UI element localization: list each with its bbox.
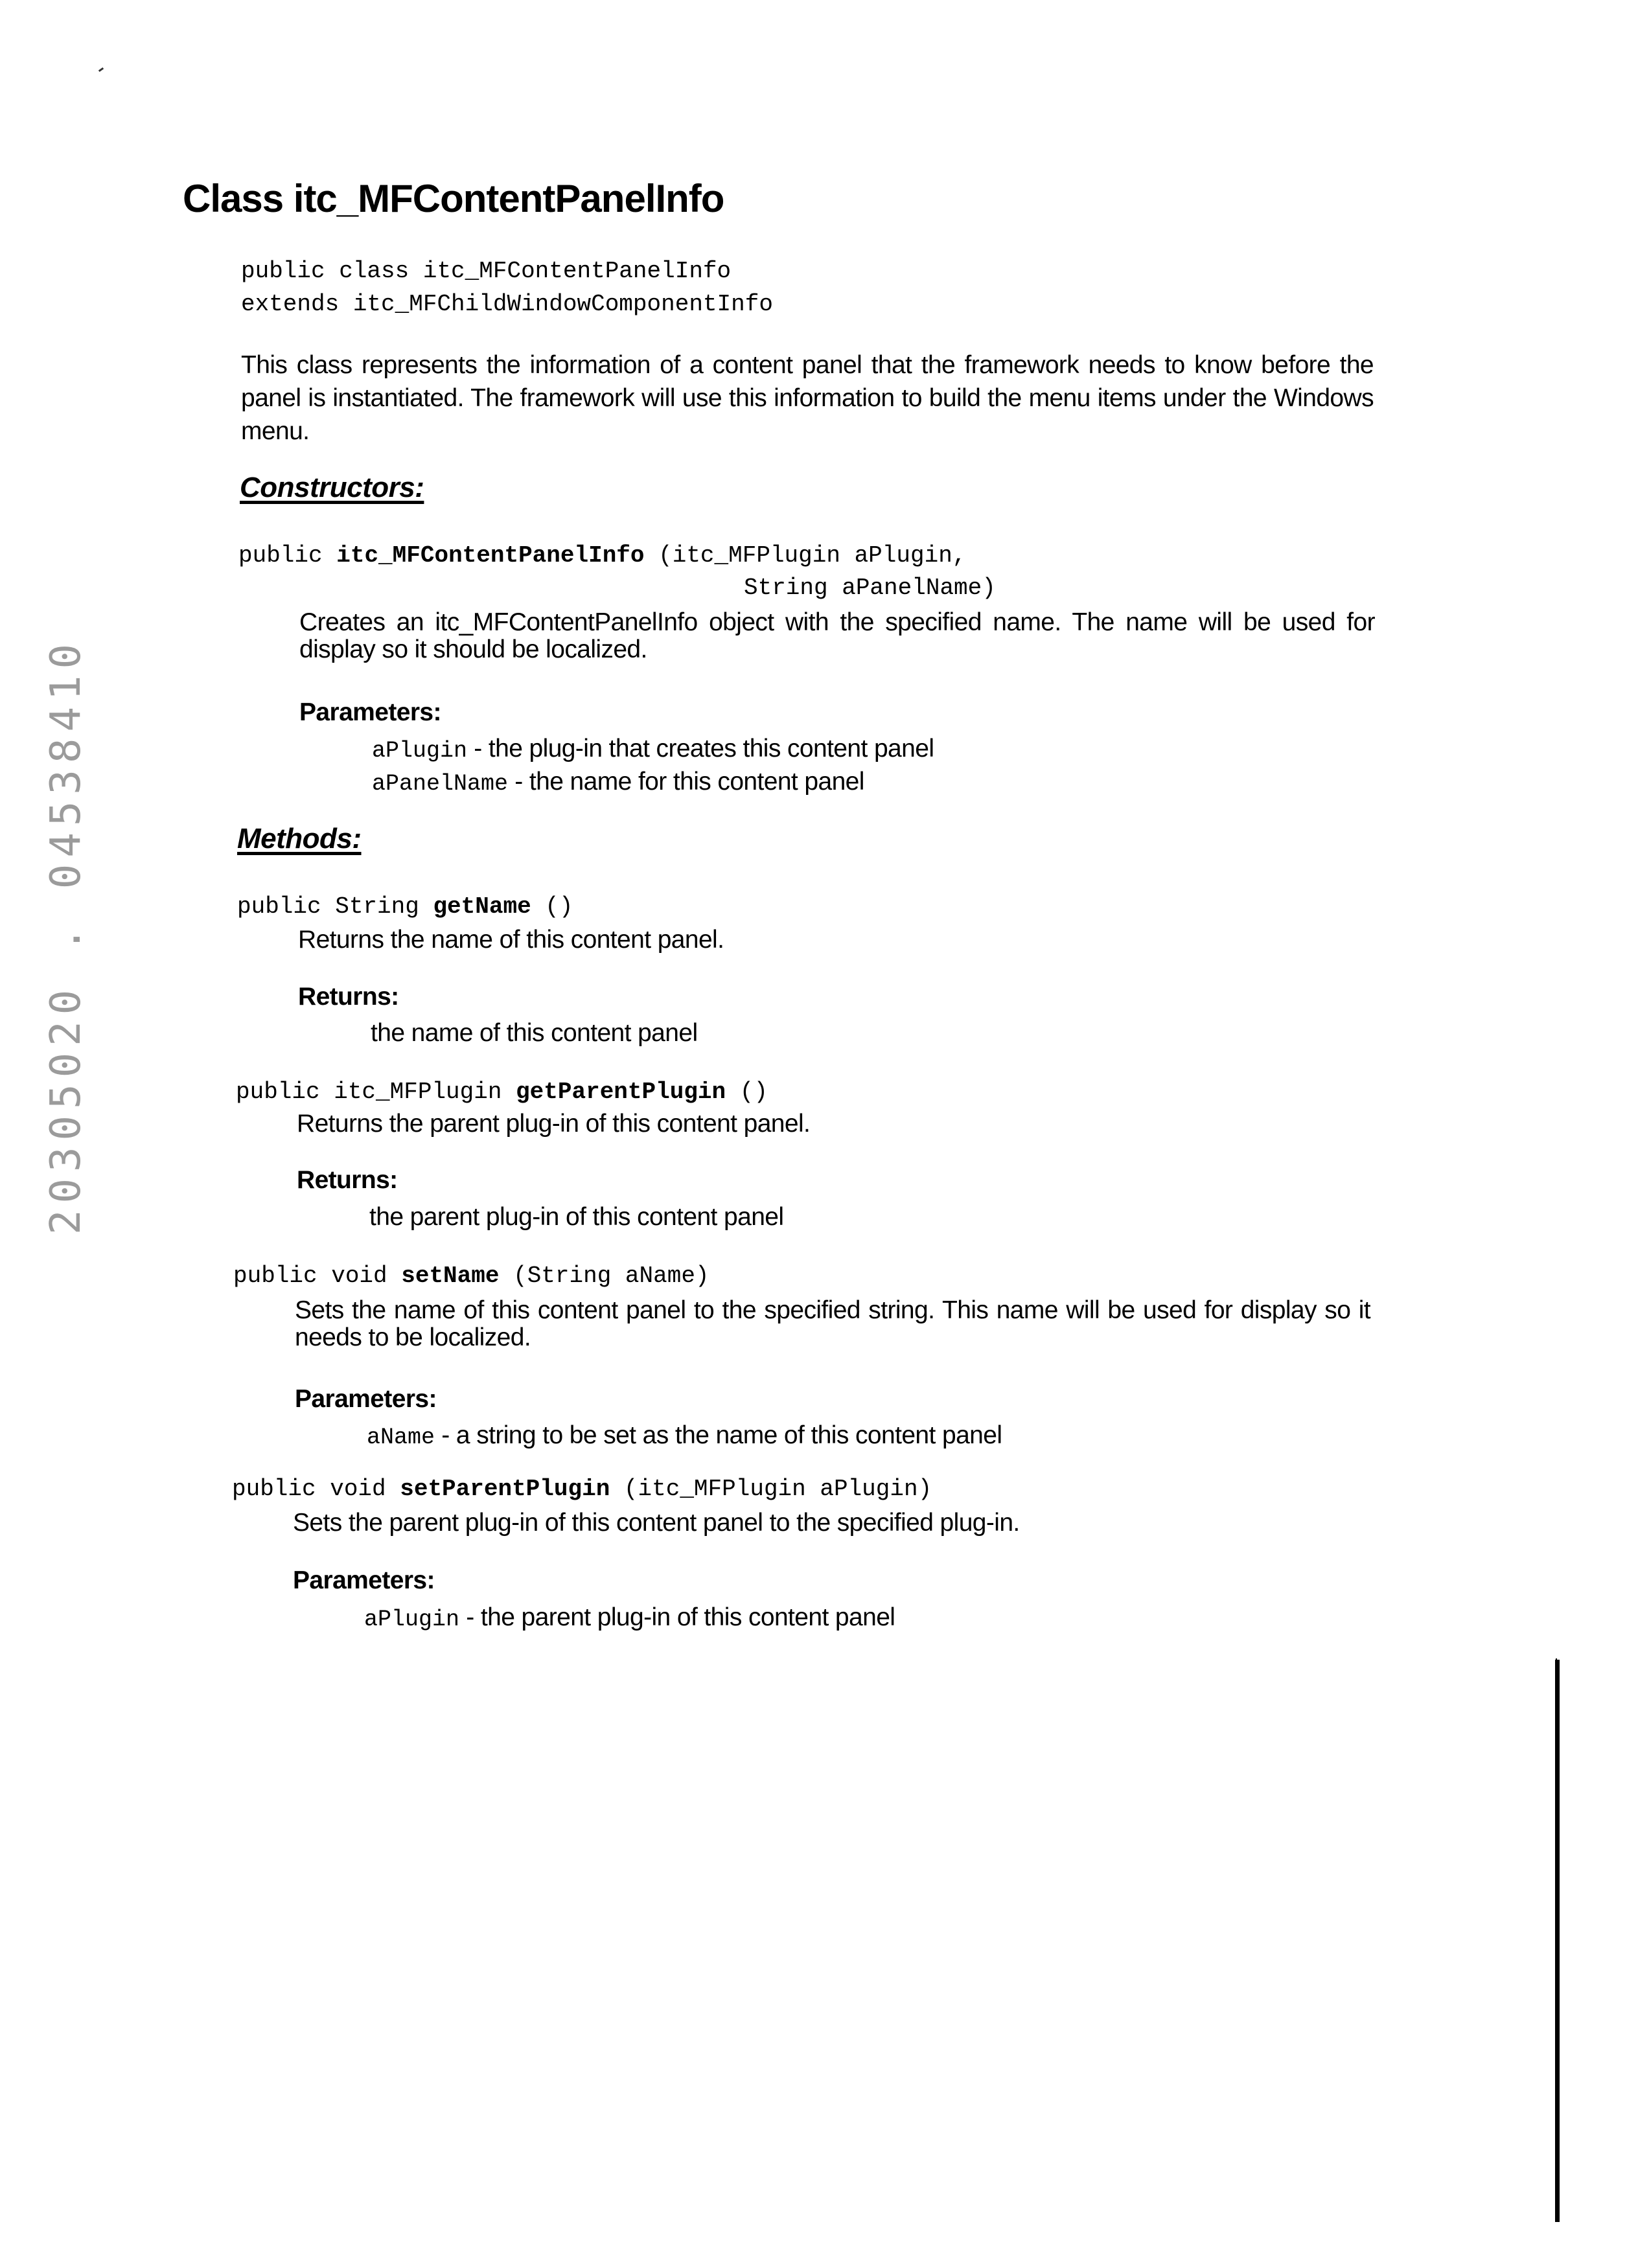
param-desc: - the plug-in that creates this content panel <box>467 735 934 762</box>
method-name: setParentPlugin <box>400 1476 610 1502</box>
method-params: () <box>726 1079 768 1105</box>
method-description: Returns the name of this content panel. <box>298 926 724 954</box>
method-returns-value: the name of this content panel <box>371 1019 698 1047</box>
constructor-modifiers: public <box>238 542 337 569</box>
method-signature-setParentPlugin <box>232 1473 932 1506</box>
param-item <box>372 768 864 797</box>
param-name: aName <box>367 1425 435 1450</box>
page-title: Class itc_MFContentPanelInfo <box>183 177 724 220</box>
declaration-line-2: extends itc_MFChildWindowComponentInfo <box>241 291 773 317</box>
method-returns-label: Returns: <box>297 1166 398 1194</box>
method-description: Sets the parent plug-in of this content panel to the specified plug-in. <box>293 1509 1020 1537</box>
param-desc: - the parent plug-in of this content panel <box>459 1603 895 1631</box>
method-signature-setName <box>233 1260 709 1292</box>
method-name: getName <box>433 893 531 920</box>
class-declaration <box>241 255 773 321</box>
method-name: setName <box>401 1263 500 1289</box>
method-description: Sets the name of this content panel to the specified string. This name will be used for display so it needs to be localized. <box>295 1296 1370 1351</box>
param-desc: - the name for this content panel <box>508 768 864 796</box>
param-name: aPanelName <box>372 771 509 797</box>
method-name: getParentPlugin <box>516 1079 726 1105</box>
method-params: (String aName) <box>499 1263 709 1289</box>
method-modifiers: public void <box>232 1476 400 1502</box>
constructors-heading: Constructors: <box>240 472 424 503</box>
method-parameters-label: Parameters: <box>295 1385 437 1413</box>
constructor-description: Creates an itc_MFContentPanelInfo object with the specified name. The name will be used for display so it should be localized. <box>299 608 1375 663</box>
margin-stamp <box>40 637 92 1235</box>
method-modifiers: public String <box>237 893 433 920</box>
param-item <box>372 735 934 764</box>
constructor-signature <box>238 540 966 572</box>
constructor-params-line-2: String aPanelName) <box>744 575 996 601</box>
declaration-line-1: public class itc_MFContentPanelInfo <box>241 258 732 284</box>
method-signature-getName <box>237 891 573 923</box>
method-params: (itc_MFPlugin aPlugin) <box>610 1476 932 1502</box>
constructor-params-line-1: (itc_MFPlugin aPlugin, <box>644 542 967 569</box>
method-returns-value: the parent plug-in of this content panel <box>369 1203 784 1231</box>
method-parameters-label: Parameters: <box>293 1566 435 1594</box>
param-name: aPlugin <box>364 1607 460 1632</box>
param-name: aPlugin <box>372 738 468 764</box>
method-signature-getParentPlugin <box>236 1076 768 1108</box>
scan-artifact-line <box>1555 1660 1560 2222</box>
constructor-name: itc_MFContentPanelInfo <box>336 542 645 569</box>
constructor-parameters-label: Parameters: <box>299 698 441 726</box>
param-item <box>367 1421 1002 1450</box>
scan-speck <box>98 67 104 72</box>
methods-heading: Methods: <box>237 823 362 854</box>
method-params: () <box>531 893 573 920</box>
class-description: This class represents the information of a content panel that the framework needs to know before the panel is instantiated. The framework will use this information to build the menu items under the Windows menu. <box>241 351 1374 445</box>
method-description: Returns the parent plug-in of this content panel. <box>297 1110 811 1138</box>
margin-stamp-text: 20305020 . 04538410 <box>42 637 90 1235</box>
param-item <box>364 1603 895 1632</box>
method-returns-label: Returns: <box>298 983 399 1011</box>
method-modifiers: public void <box>233 1263 402 1289</box>
method-modifiers: public itc_MFPlugin <box>236 1079 516 1105</box>
param-desc: - a string to be set as the name of this content panel <box>435 1421 1002 1449</box>
